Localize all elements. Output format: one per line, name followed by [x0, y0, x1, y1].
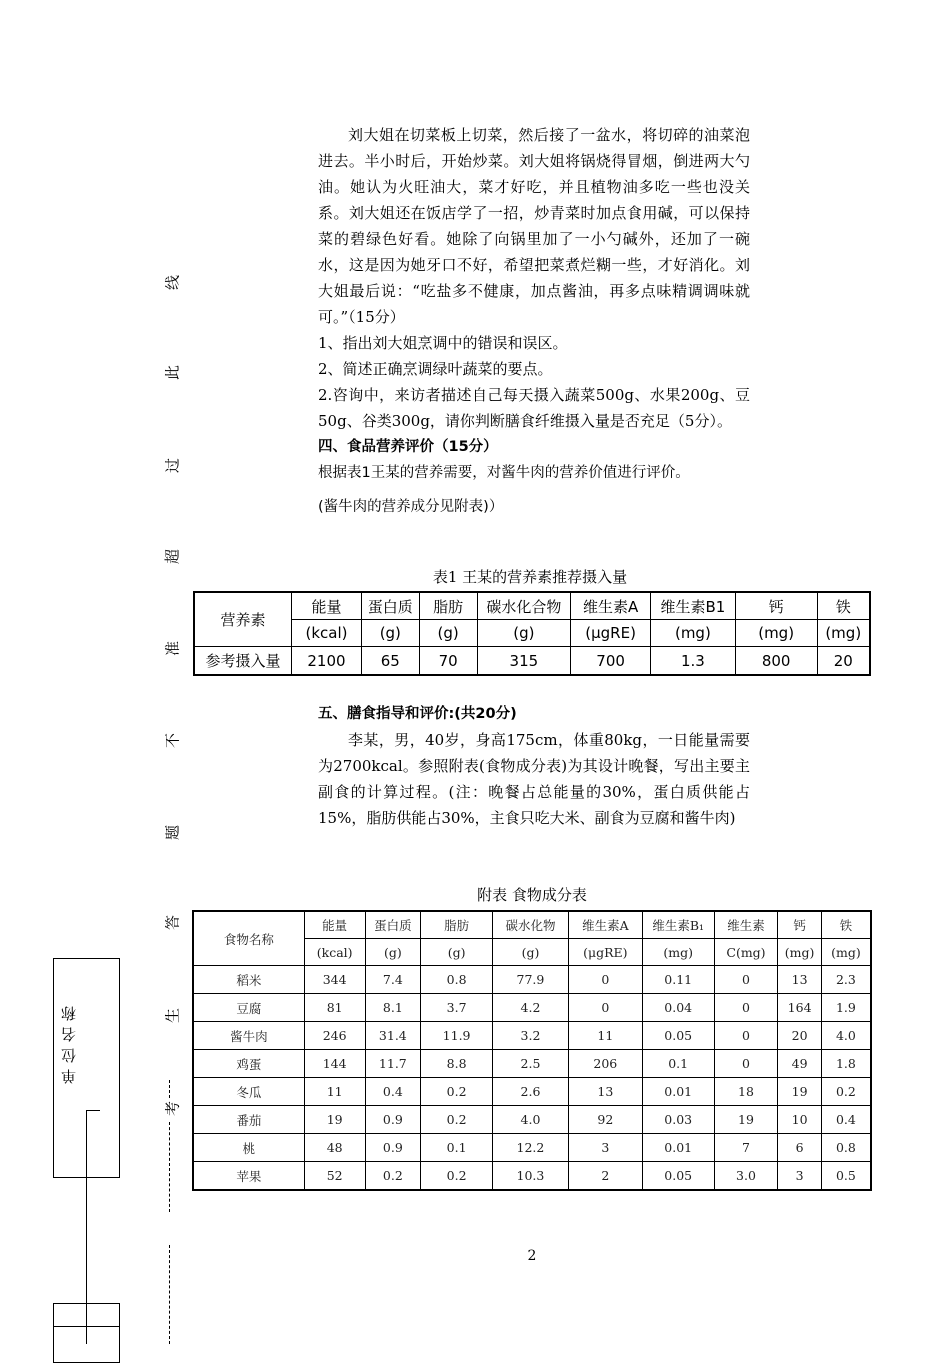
table-1-col-name: 碳水化合物: [477, 592, 571, 620]
table-2-col-unit: (μgRE): [568, 939, 642, 966]
nutrient-value-cell: 11.9: [421, 1022, 493, 1050]
table-1-col-unit: (g): [477, 620, 571, 647]
binding-tick: [86, 1110, 100, 1111]
table-2-col-unit: (g): [493, 939, 569, 966]
nutrient-value-cell: 3: [778, 1162, 822, 1191]
table-2-col-name: 维生素B₁: [642, 911, 714, 939]
nutrient-value-cell: 144: [304, 1050, 365, 1078]
question-3: 2.咨询中，来访者描述自己每天摄入蔬菜500g、水果200g、豆50g、谷类300g，请你判断膳食纤维摄入量是否充足（5分）。: [318, 386, 750, 430]
table-row: [193, 1106, 871, 1134]
nutrient-value-cell: 4.0: [821, 1022, 871, 1050]
food-name-cell: 桃: [193, 1134, 304, 1162]
nutrient-value-cell: 11: [304, 1078, 365, 1106]
table-1-col-name: 钙: [735, 592, 817, 620]
food-name-cell: 鸡蛋: [193, 1050, 304, 1078]
table-row: [193, 966, 871, 994]
nutrient-value-cell: 0.04: [642, 994, 714, 1022]
table-row: [193, 1162, 871, 1191]
table-2-col-unit: (g): [365, 939, 421, 966]
table-1-value: 315: [477, 647, 571, 676]
table-row: [194, 647, 870, 676]
binding-lower-box: [53, 1303, 120, 1363]
nutrient-value-cell: 0: [568, 966, 642, 994]
table-1-value: 70: [419, 647, 477, 676]
nutrient-value-cell: 206: [568, 1050, 642, 1078]
nutrient-value-cell: 2: [568, 1162, 642, 1191]
table-row: [193, 1022, 871, 1050]
nutrient-value-cell: 49: [778, 1050, 822, 1078]
table-row: [193, 1078, 871, 1106]
table-1-value: 700: [571, 647, 651, 676]
nutrient-value-cell: 11.7: [365, 1050, 421, 1078]
nutrient-value-cell: 8.1: [365, 994, 421, 1022]
table-2-col-name: 铁: [821, 911, 871, 939]
section-5-block: [318, 701, 750, 831]
nutrient-value-cell: 0.2: [821, 1078, 871, 1106]
margin-char-2: 此: [163, 365, 182, 381]
margin-char-5: 准: [163, 641, 182, 657]
nutrient-value-cell: 0.2: [421, 1106, 493, 1134]
nutrient-value-cell: 12.2: [493, 1134, 569, 1162]
margin-char-10: 考: [163, 1101, 182, 1117]
nutrient-value-cell: 0.03: [642, 1106, 714, 1134]
nutrient-value-cell: 3.0: [714, 1162, 778, 1191]
table-2: [192, 910, 872, 1191]
nutrient-value-cell: 3.2: [493, 1022, 569, 1050]
margin-char-4: 超: [163, 549, 182, 565]
nutrient-value-cell: 92: [568, 1106, 642, 1134]
food-name-cell: 稻米: [193, 966, 304, 994]
nutrient-value-cell: 0.5: [821, 1162, 871, 1191]
section-5-heading: 五、膳食指导和评价:(共20分): [318, 706, 517, 722]
nutrient-value-cell: 81: [304, 994, 365, 1022]
nutrient-value-cell: 19: [304, 1106, 365, 1134]
table-1-col-unit: (g): [419, 620, 477, 647]
nutrient-value-cell: 4.2: [493, 994, 569, 1022]
table-1-col-unit: (mg): [817, 620, 870, 647]
table-2-row-header: 食物名称: [193, 911, 304, 966]
table-2-col-unit: (mg): [778, 939, 822, 966]
table-1-row-label: 参考摄入量: [194, 647, 292, 676]
binding-lower-line: [53, 1326, 120, 1327]
table-2-caption: 附表 食物成分表: [477, 886, 587, 904]
margin-char-1: 线: [163, 275, 182, 291]
table-2-col-name: 碳水化物: [493, 911, 569, 939]
nutrient-value-cell: 0.8: [821, 1134, 871, 1162]
table-2-col-unit: (mg): [642, 939, 714, 966]
case-study-block: [318, 122, 750, 520]
question-2: 2、简述正确烹调绿叶蔬菜的要点。: [318, 360, 553, 378]
nutrient-value-cell: 48: [304, 1134, 365, 1162]
nutrient-value-cell: 0.9: [365, 1106, 421, 1134]
section-5-text: 李某，男，40岁，身高175cm，体重80kg，一日能量需要为2700kcal。参照附表(食物成分表)为其设计晚餐，写出主要主副食的计算过程。(注：晚餐占总能量的30%，蛋白质供能占15%，脂肪供能占30%，主食只吃大米、副食为豆腐和酱牛肉): [318, 731, 750, 827]
section-4-note: (酱牛肉的营养成分见附表)）: [318, 499, 504, 515]
nutrient-value-cell: 0: [568, 994, 642, 1022]
table-2-col-name: 维生素: [714, 911, 778, 939]
margin-dash-line: [169, 1245, 170, 1344]
table-2-col-name: 维生素A: [568, 911, 642, 939]
nutrient-value-cell: 0.05: [642, 1022, 714, 1050]
table-1-col-unit: (mg): [651, 620, 736, 647]
table-1-col-unit: (g): [361, 620, 419, 647]
nutrient-value-cell: 164: [778, 994, 822, 1022]
nutrient-value-cell: 52: [304, 1162, 365, 1191]
nutrient-value-cell: 13: [568, 1078, 642, 1106]
question-1: 1、指出刘大姐烹调中的错误和误区。: [318, 334, 568, 352]
nutrient-value-cell: 246: [304, 1022, 365, 1050]
table-row: [193, 1134, 871, 1162]
nutrient-value-cell: 19: [714, 1106, 778, 1134]
nutrient-value-cell: 0.1: [642, 1050, 714, 1078]
table-2-col-unit: (mg): [821, 939, 871, 966]
nutrient-value-cell: 0: [714, 1022, 778, 1050]
nutrient-value-cell: 10: [778, 1106, 822, 1134]
margin-dash-line: [169, 1122, 170, 1212]
table-2-col-unit: (kcal): [304, 939, 365, 966]
page-number: 2: [527, 1248, 537, 1264]
unit-name-label: 单位名称: [60, 1000, 78, 1084]
nutrient-value-cell: 2.5: [493, 1050, 569, 1078]
nutrient-value-cell: 7.4: [365, 966, 421, 994]
nutrient-value-cell: 0.01: [642, 1134, 714, 1162]
table-row: [193, 1050, 871, 1078]
table-2-col-name: 能量: [304, 911, 365, 939]
nutrient-value-cell: 77.9: [493, 966, 569, 994]
nutrient-value-cell: 8.8: [421, 1050, 493, 1078]
table-2-col-unit: C(mg): [714, 939, 778, 966]
nutrient-value-cell: 0.2: [421, 1162, 493, 1191]
nutrient-value-cell: 10.3: [493, 1162, 569, 1191]
section-4-text: 根据表1王某的营养需要，对酱牛肉的营养价值进行评价。: [318, 465, 690, 481]
food-name-cell: 苹果: [193, 1162, 304, 1191]
table-1-col-name: 维生素B1: [651, 592, 736, 620]
food-name-cell: 酱牛肉: [193, 1022, 304, 1050]
nutrient-value-cell: 344: [304, 966, 365, 994]
case-intro: 刘大姐在切菜板上切菜，然后接了一盆水，将切碎的油菜泡进去。半小时后，开始炒菜。刘大姐将锅烧得冒烟，倒进两大勺油。她认为火旺油大，菜才好吃，并且植物油多吃一些也没关系。刘大姐还在饭店学了一招，炒青菜时加点食用碱，可以保持菜的碧绿色好看。她除了向锅里加了一小勺碱外，还加了一碗水，这是因为她牙口不好，希望把菜煮烂糊一些，才好消化。刘大姐最后说：“吃盐多不健康，加点酱油，再多点味精调调味就可。”（15分）: [318, 126, 750, 326]
table-1-caption: 表1 王某的营养素推荐摄入量: [432, 568, 628, 586]
nutrient-value-cell: 0.2: [365, 1162, 421, 1191]
food-name-cell: 番茄: [193, 1106, 304, 1134]
nutrient-value-cell: 31.4: [365, 1022, 421, 1050]
table-1-row-header: 营养素: [194, 592, 292, 647]
nutrient-value-cell: 0.2: [421, 1078, 493, 1106]
table-1-col-unit: (μgRE): [571, 620, 651, 647]
table-2-col-name: 蛋白质: [365, 911, 421, 939]
nutrient-value-cell: 0: [714, 966, 778, 994]
table-1-col-unit: (mg): [735, 620, 817, 647]
nutrient-value-cell: 0.4: [821, 1106, 871, 1134]
table-1-col-name: 铁: [817, 592, 870, 620]
table-2-col-name: 钙: [778, 911, 822, 939]
nutrient-value-cell: 0.4: [365, 1078, 421, 1106]
nutrient-value-cell: 11: [568, 1022, 642, 1050]
table-1-col-name: 蛋白质: [361, 592, 419, 620]
section-4-heading: 四、食品营养评价（15分）: [318, 439, 498, 455]
nutrient-value-cell: 13: [778, 966, 822, 994]
table-1-value: 65: [361, 647, 419, 676]
table-1-value: 20: [817, 647, 870, 676]
nutrient-value-cell: 0.01: [642, 1078, 714, 1106]
nutrient-value-cell: 7: [714, 1134, 778, 1162]
table-1-col-unit: (kcal): [292, 620, 362, 647]
table-1-value: 800: [735, 647, 817, 676]
nutrient-value-cell: 0.9: [365, 1134, 421, 1162]
food-name-cell: 豆腐: [193, 994, 304, 1022]
nutrient-value-cell: 4.0: [493, 1106, 569, 1134]
nutrient-value-cell: 1.9: [821, 994, 871, 1022]
nutrient-value-cell: 0: [714, 1050, 778, 1078]
nutrient-value-cell: 0.1: [421, 1134, 493, 1162]
nutrient-value-cell: 19: [778, 1078, 822, 1106]
nutrient-value-cell: 3: [568, 1134, 642, 1162]
nutrient-value-cell: 1.8: [821, 1050, 871, 1078]
nutrient-value-cell: 18: [714, 1078, 778, 1106]
table-2-col-unit: (g): [421, 939, 493, 966]
nutrient-value-cell: 20: [778, 1022, 822, 1050]
margin-char-3: 过: [163, 458, 182, 474]
table-row: [193, 994, 871, 1022]
nutrient-value-cell: 0: [714, 994, 778, 1022]
nutrient-value-cell: 0.11: [642, 966, 714, 994]
nutrient-value-cell: 0.05: [642, 1162, 714, 1191]
margin-char-8: 答: [163, 915, 182, 931]
nutrient-value-cell: 2.6: [493, 1078, 569, 1106]
nutrient-value-cell: 3.7: [421, 994, 493, 1022]
table-1-col-name: 能量: [292, 592, 362, 620]
margin-char-6: 不: [163, 733, 182, 749]
table-1-value: 2100: [292, 647, 362, 676]
nutrient-value-cell: 6: [778, 1134, 822, 1162]
table-1-col-name: 脂肪: [419, 592, 477, 620]
table-1-col-name: 维生素A: [571, 592, 651, 620]
table-1-value: 1.3: [651, 647, 736, 676]
table-1: [193, 591, 871, 676]
margin-dash-line: [169, 1080, 170, 1098]
nutrient-value-cell: 0.8: [421, 966, 493, 994]
nutrient-value-cell: 2.3: [821, 966, 871, 994]
table-2-col-name: 脂肪: [421, 911, 493, 939]
margin-char-7: 题: [163, 825, 182, 841]
food-name-cell: 冬瓜: [193, 1078, 304, 1106]
margin-char-9: 生: [163, 1008, 182, 1024]
